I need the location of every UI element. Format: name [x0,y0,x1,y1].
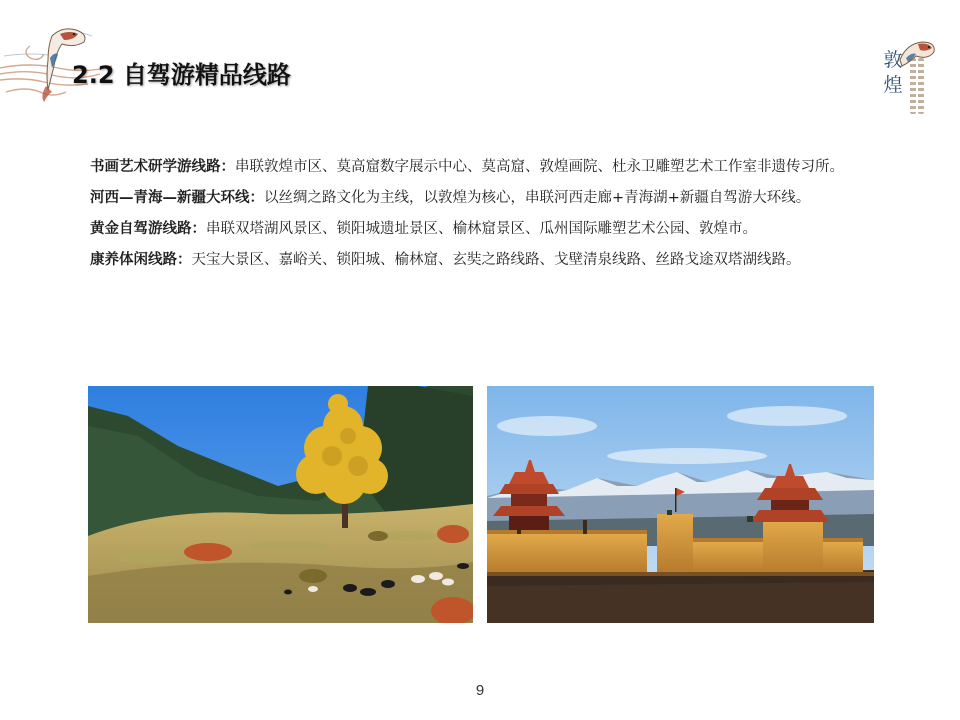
page-number: 9 [475,682,485,699]
slide-title: 2.2 自驾游精品线路 [72,61,291,89]
route-label: 康养体闲线路： [90,252,192,268]
route-text: 天宝大景区、嘉峪关、锁阳城、榆林窟、玄奘之路线路、戈壁清泉线路、丝路戈途双塔湖线路。 [191,252,801,268]
route-item [90,214,890,244]
route-label: 书画艺术研学游线路： [90,159,235,175]
route-text: 以丝绸之路文化为主线，以敦煌为核心，串联河西走廊+青海湖+新疆自驾游大环线。 [264,190,811,206]
route-list [90,152,890,275]
fortress-photo [487,386,874,623]
route-label: 黄金自驾游线路： [90,221,206,237]
route-text: 串联敦煌市区、莫高窟数字展示中心、莫高窟、敦煌画院、杜永卫雕塑艺术工作室非遗传习所。 [235,159,844,175]
route-item [90,152,890,182]
dunhuang-logo [880,36,940,118]
logo-small-text [910,58,916,114]
route-text: 串联双塔湖风景区、锁阳城遗址景区、榆林窟景区、瓜州国际雕塑艺术公园、敦煌市。 [206,221,757,237]
fortress-landscape-image [487,386,874,623]
logo-chars [880,48,906,98]
route-label: 河西—青海—新疆大环线： [90,190,264,206]
route-item [90,245,890,275]
meadow-landscape-image [88,386,473,623]
meadow-photo [88,386,473,623]
logo-small-text [918,58,924,114]
logo-char: 敦 [883,49,903,71]
route-item [90,183,890,213]
logo-char: 煌 [883,74,903,96]
